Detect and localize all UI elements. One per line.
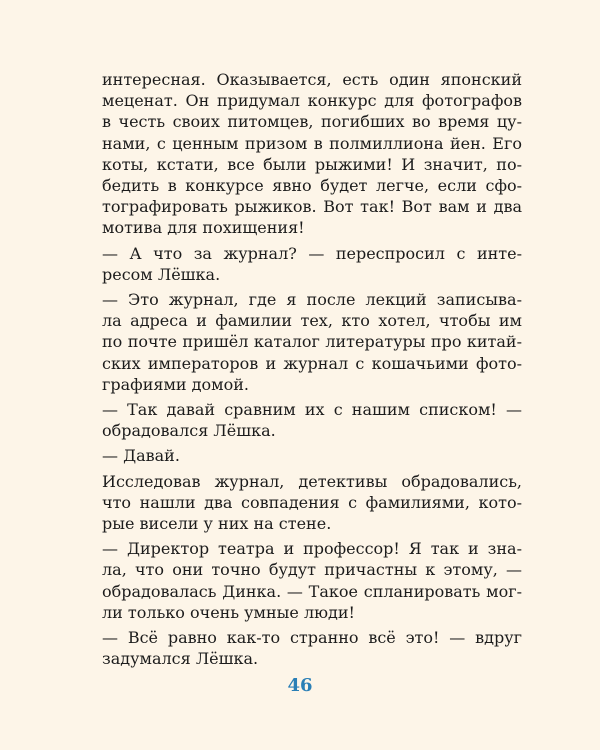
page-text: [102, 69, 522, 669]
paragraph-2: [102, 243, 522, 285]
text-line: ли только очень умные люди!: [102, 602, 355, 622]
text-line: коты, кстати, все были рыжими! И значит, по-: [102, 154, 522, 174]
paragraph-4: [102, 399, 522, 441]
text-line: интересная. Оказывается, есть один японский: [102, 70, 522, 89]
text-line: обрадовалась Динка. — Такое спланировать мог-: [102, 581, 522, 601]
text-line: нами, с ценным призом в полмиллиона йен. Его: [102, 133, 522, 153]
text-line: ла адреса и фамилии тех, кто хотел, чтобы им: [102, 311, 522, 331]
text-line: по почте пришёл каталог литературы про китай-: [102, 332, 522, 352]
text-line: ских императоров и журнал с кошачьими фото-: [102, 353, 522, 373]
paragraph-3: [102, 289, 522, 395]
page-number: 46: [287, 675, 313, 696]
text-line: мотива для похищения!: [102, 218, 305, 238]
text-line: что нашли два совпадения с фамилиями, кото-: [102, 492, 522, 512]
text-line: ресом Лёшка.: [102, 264, 221, 284]
paragraph-7: [102, 538, 522, 623]
paragraph-6: [102, 471, 522, 535]
text-line: бедить в конкурсе явно будет легче, если сфо-: [102, 176, 522, 196]
text-line: — Всё равно как-то странно всё это! — вдруг: [102, 628, 522, 648]
text-line: — Давай.: [102, 446, 180, 466]
text-line: обрадовался Лёшка.: [102, 421, 276, 441]
paragraph-1: [102, 69, 522, 239]
text-line: в честь своих питомцев, погибших во время цу-: [102, 112, 522, 132]
text-line: — Директор театра и профессор! Я так и зна-: [102, 539, 522, 559]
paragraph-8: [102, 627, 522, 669]
text-line: задумался Лёшка.: [102, 649, 259, 669]
text-line: ла, что они точно будут причастны к этому, —: [102, 560, 522, 580]
paragraph-5: [102, 445, 522, 466]
text-line: — А что за журнал? — переспросил с инте-: [102, 243, 522, 263]
text-line: Исследовав журнал, детективы обрадовались,: [102, 471, 522, 491]
text-line: — Так давай сравним их с нашим списком! —: [102, 400, 522, 420]
text-line: рые висели у них на стене.: [102, 514, 332, 534]
text-line: — Это журнал, где я после лекций записыва-: [102, 290, 522, 310]
text-line: графиями домой.: [102, 374, 249, 394]
text-line: тографировать рыжиков. Вот так! Вот вам и два: [102, 197, 522, 217]
text-line: меценат. Он придумал конкурс для фотографов: [102, 91, 522, 111]
